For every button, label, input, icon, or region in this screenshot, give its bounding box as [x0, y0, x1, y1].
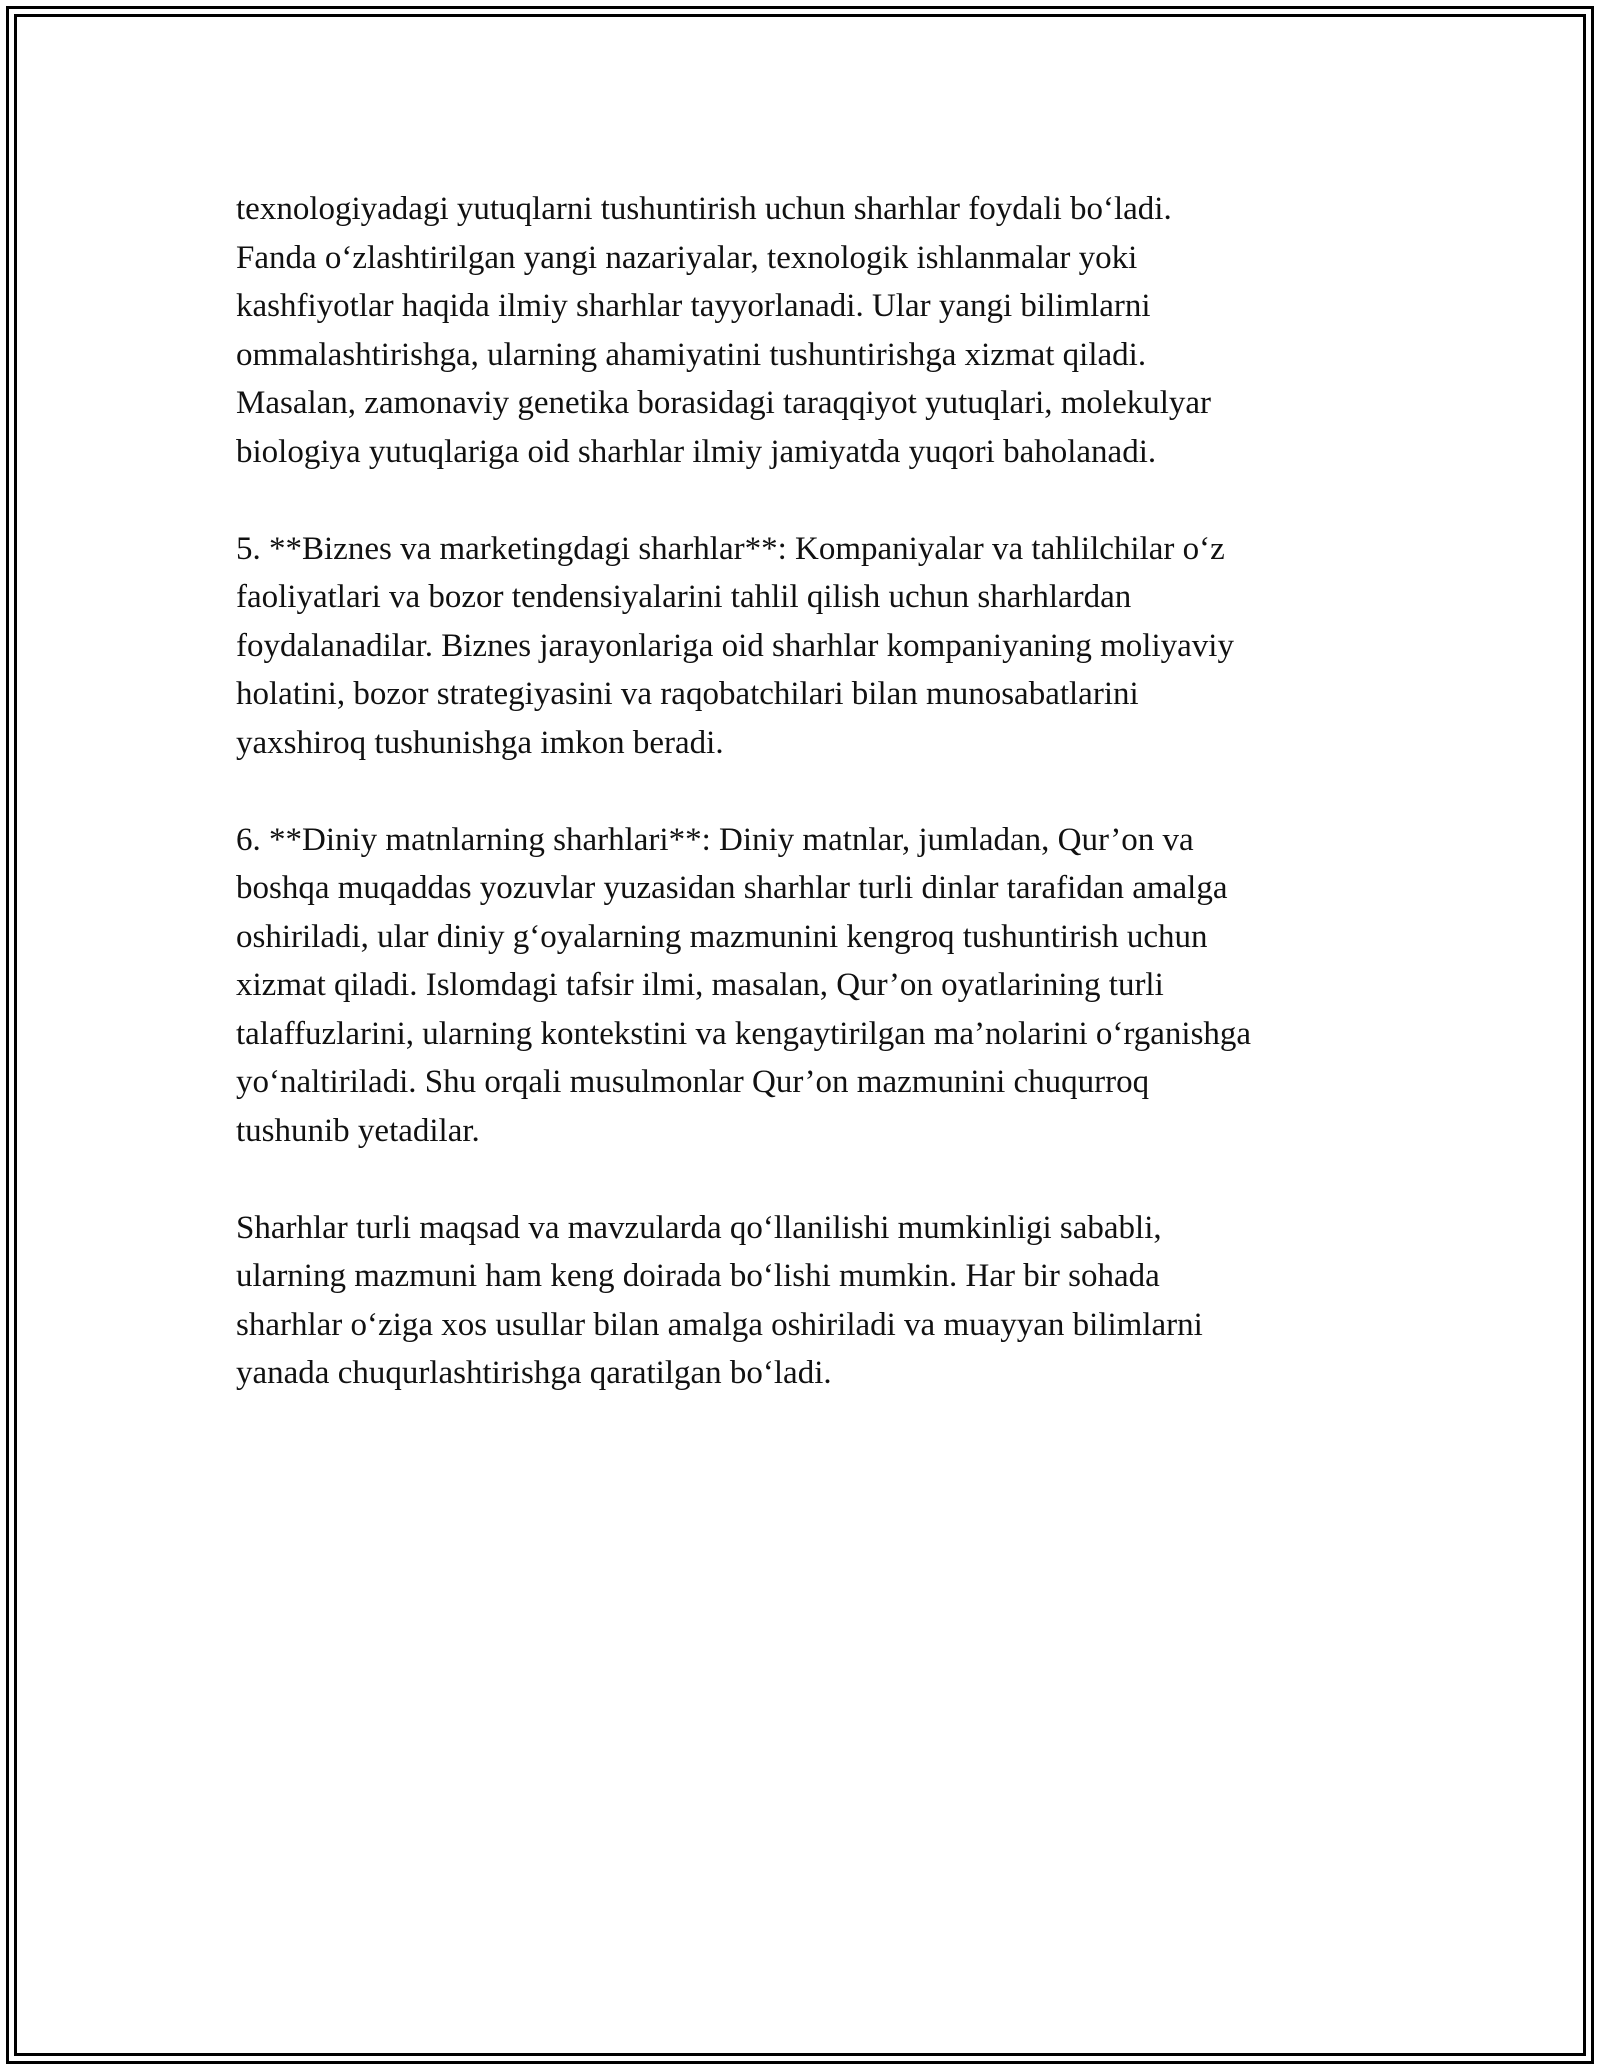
text-line: texnologiyadagi yutuqlarni tushuntirish uchun sharhlar foydali boʻladi. [236, 191, 1172, 227]
paragraph-conclusion [236, 1204, 1376, 1398]
text-line: talaffuzlarini, ularning kontekstini va kengaytirilgan ma’nolarini oʻrganishga [236, 1015, 1252, 1052]
paragraph-business-commentary [236, 525, 1376, 768]
text-line: Masalan, zamonaviy genetika borasidagi taraqqiyot yutuqlari, molekulyar [236, 385, 1212, 421]
text-line: holatini, bozor strategiyasini va raqobatchilari bilan munosabatlarini [236, 676, 1139, 712]
paragraph-religious-commentary [236, 816, 1376, 1156]
text-line: biologiya yutuqlariga oid sharhlar ilmiy jamiyatda yuqori baholanadi. [236, 433, 1157, 470]
paragraph-science-commentary [236, 185, 1376, 476]
text-line: yanada chuqurlashtirishga qaratilgan boʻladi. [236, 1355, 832, 1391]
text-line: ommalashtirishga, ularning ahamiyatini tushuntirishga xizmat qiladi. [236, 336, 1147, 373]
document-body [236, 185, 1376, 1446]
text-line: 5. **Biznes va marketingdagi sharhlar**: Kompaniyalar va tahlilchilar oʻz [236, 530, 1225, 567]
text-line: yoʻnaltiriladi. Shu orqali musulmonlar Qur’on mazmunini chuqurroq [236, 1064, 1150, 1100]
text-line: boshqa muqaddas yozuvlar yuzasidan sharhlar turli dinlar tarafidan amalga [236, 870, 1228, 906]
text-line: xizmat qiladi. Islomdagi tafsir ilmi, masalan, Qur’on oyatlarining turli [236, 967, 1164, 1003]
text-line: yaxshiroq tushunishga imkon beradi. [236, 724, 724, 761]
text-line: Fanda oʻzlashtirilgan yangi nazariyalar, texnologik ishlanmalar yoki [236, 239, 1138, 276]
text-line: kashfiyotlar haqida ilmiy sharhlar tayyorlanadi. Ular yangi bilimlarni [236, 288, 1151, 324]
text-line: foydalanadilar. Biznes jarayonlariga oid sharhlar kompaniyaning moliyaviy [236, 627, 1234, 664]
text-line: oshiriladi, ular diniy gʻoyalarning mazmunini kengroq tushuntirish uchun [236, 918, 1208, 955]
text-line: sharhlar oʻziga xos usullar bilan amalga oshiriladi va muayyan bilimlarni [236, 1306, 1203, 1343]
text-line: faoliyatlari va bozor tendensiyalarini tahlil qilish uchun sharhlardan [236, 579, 1132, 615]
text-line: tushunib yetadilar. [236, 1112, 480, 1149]
text-line: ularning mazmuni ham keng doirada boʻlishi mumkin. Har bir sohada [236, 1258, 1160, 1294]
text-line: Sharhlar turli maqsad va mavzularda qoʻllanilishi mumkinligi sababli, [236, 1209, 1162, 1246]
text-line: 6. **Diniy matnlarning sharhlari**: Diniy matnlar, jumladan, Qur’on va [236, 821, 1194, 858]
